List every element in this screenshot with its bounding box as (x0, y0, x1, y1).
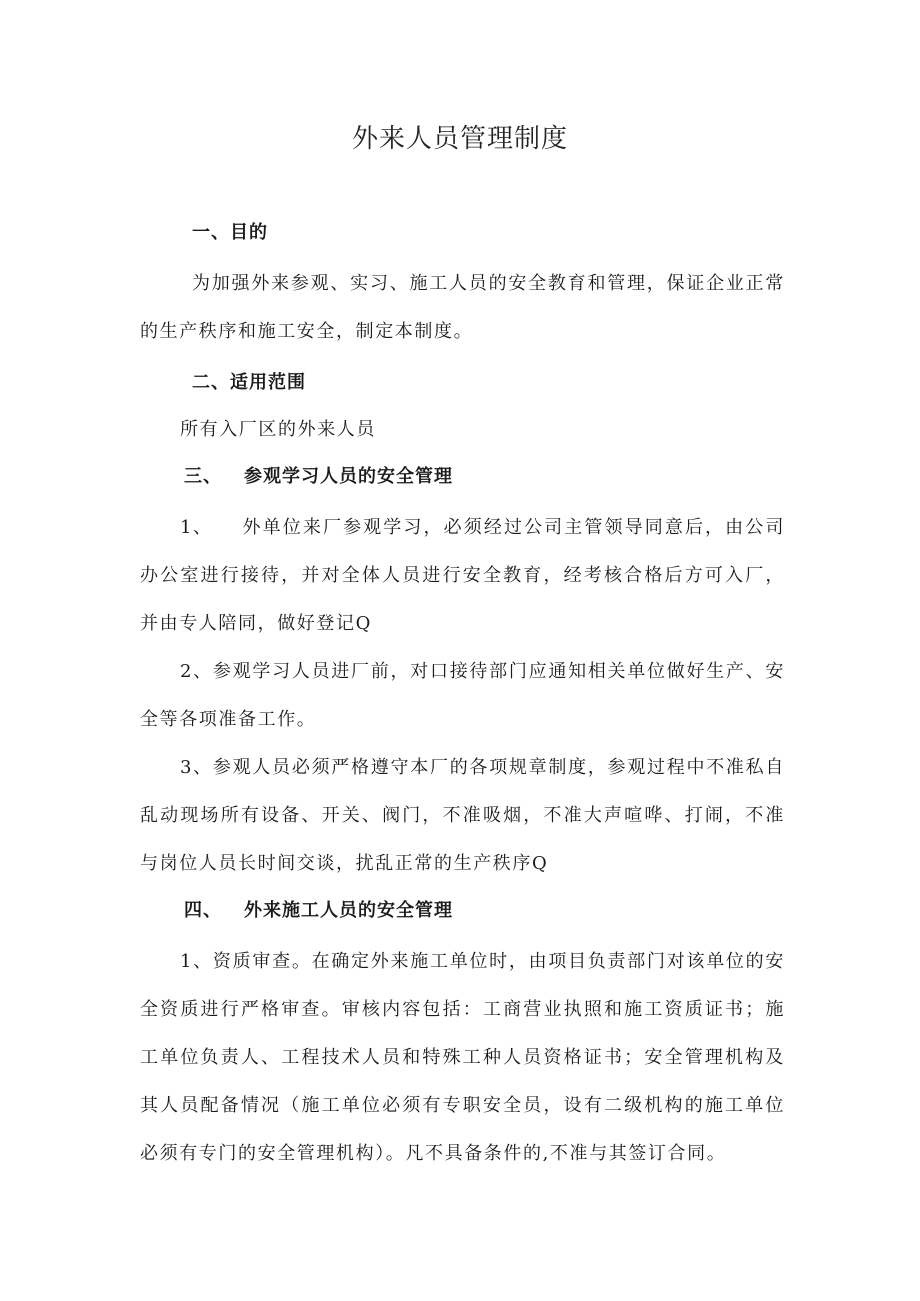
document-body (140, 210, 785, 1178)
section-3-paragraph-1 (140, 504, 785, 648)
section-4-paragraph-1: 1、资质审查。在确定外来施工单位时，由项目负责部门对该单位的安全资质进行严格审查。审核内容包括：工商营业执照和施工资质证书；施工单位负责人、工程技术人员和特殊工种人员资格证书；安全管理机构及其人员配备情况（施工单位必须有专职安全员，设有二级机构的施工单位必须有专门的安全管理机构）。凡不具备条件的,不准与其签订合同。 (140, 951, 785, 1164)
section-3-heading-text: 参观学习人员的安全管理 (244, 466, 453, 487)
section-3-heading-number: 三、 (184, 466, 222, 487)
section-4-heading-text: 外来施工人员的安全管理 (244, 900, 453, 921)
section-3-paragraph-3: 3、参观人员必须严格遵守本厂的各项规章制度，参观过程中不准私自乱动现场所有设备、开关、阀门，不准吸烟，不准大声喧哗、打闹，不准与岗位人员长时间交谈，扰乱正常的生产秩序Q (140, 757, 785, 874)
section-3-paragraph-1-text: 外单位来厂参观学习，必须经过公司主管领导同意后，由公司办公室进行接待，并对全体人员进行安全教育，经考核合格后方可入厂，并由专人陪同，做好登记Q (140, 517, 785, 634)
section-2-heading: 二、适用范围 (192, 372, 306, 393)
section-4-heading-number: 四、 (184, 900, 222, 921)
document-title: 外来人员管理制度 (351, 124, 568, 154)
section-3-paragraph-1-number: 1、 (180, 517, 213, 538)
section-1-body: 为加强外来参观、实习、施工人员的安全教育和管理，保证企业正常的生产秩序和施工安全，制定本制度。 (140, 273, 785, 342)
section-2-body: 所有入厂区的外来人员 (180, 419, 376, 440)
section-3-heading (140, 454, 785, 500)
section-3-paragraph-2: 2、参观学习人员进厂前，对口接待部门应通知相关单位做好生产、安全等各项准备工作。 (140, 661, 785, 730)
section-1-heading: 一、目的 (192, 222, 268, 243)
section-4-heading (140, 888, 785, 934)
